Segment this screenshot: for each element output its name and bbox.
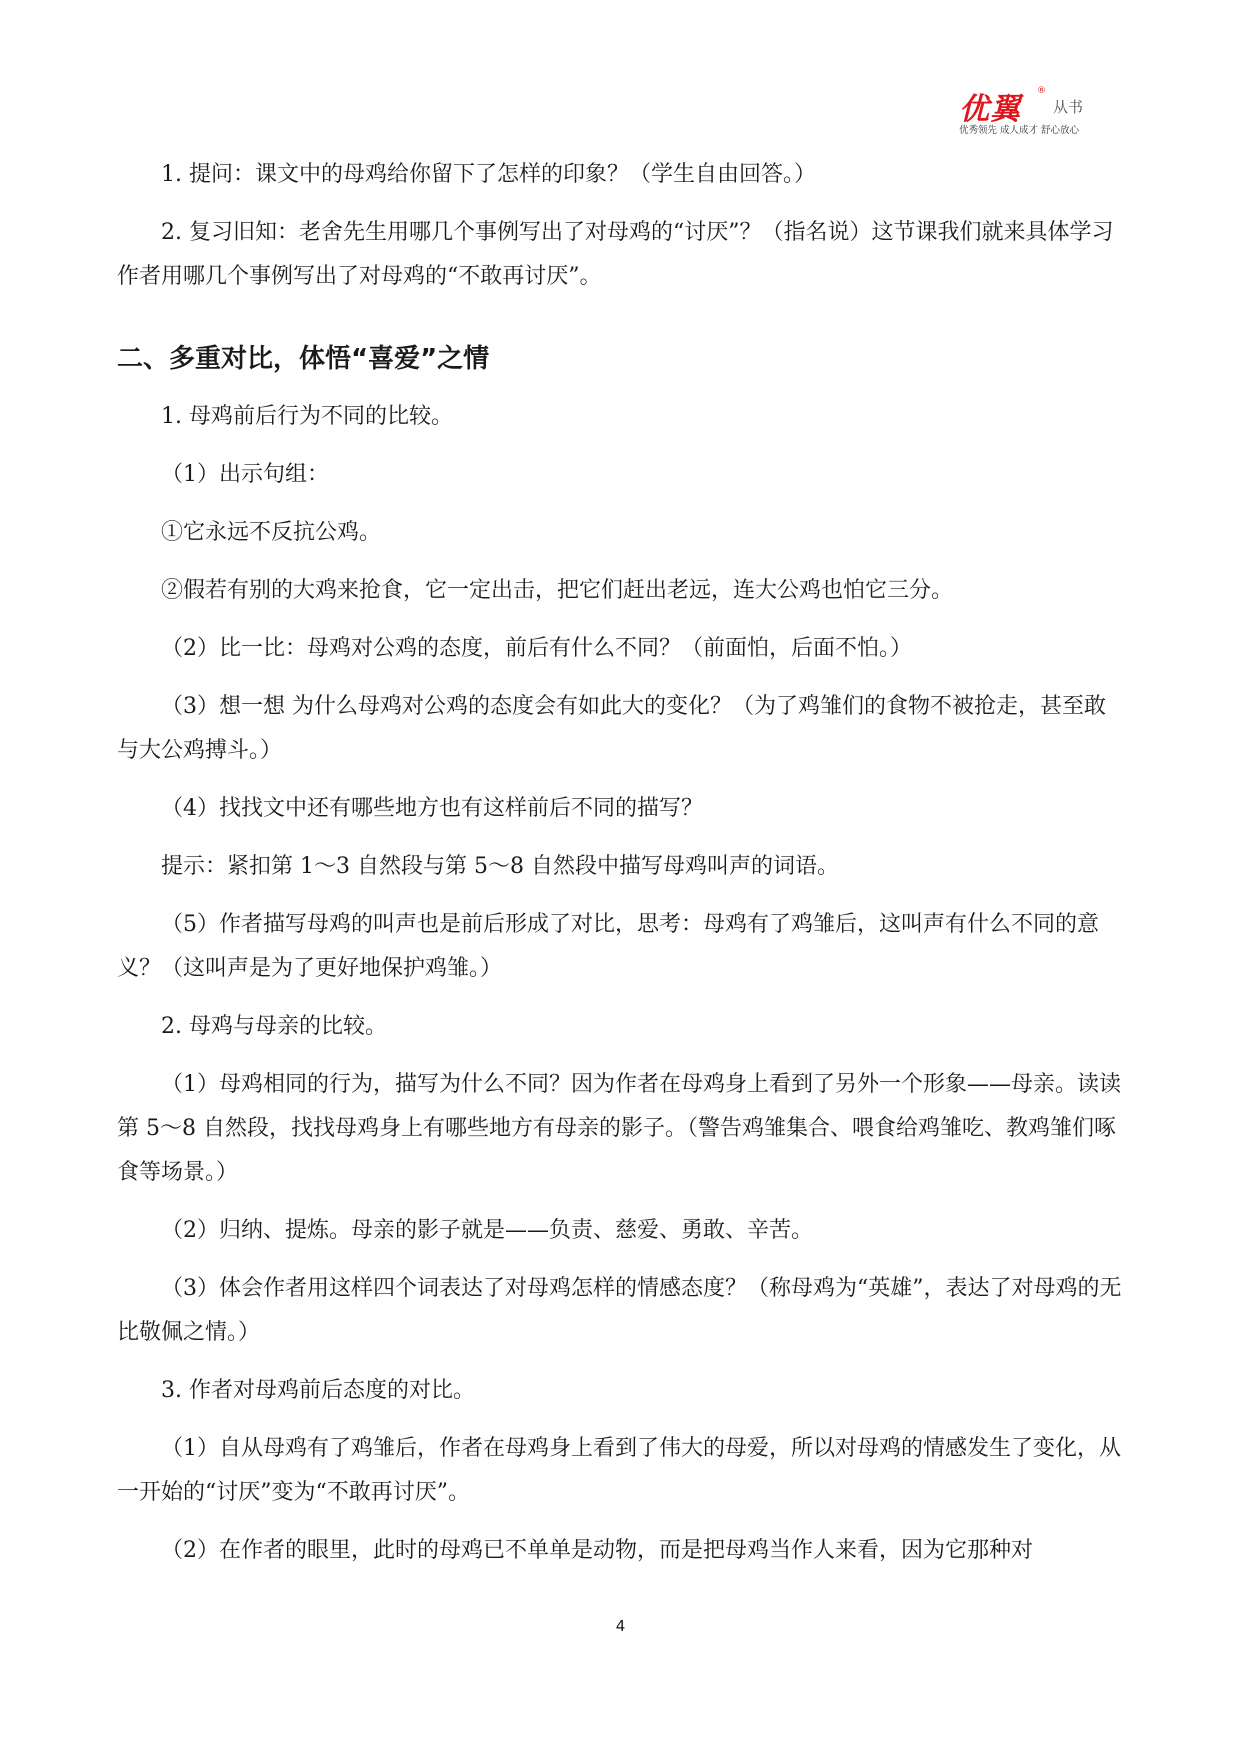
paragraph-2: 2. 复习旧知：老舍先生用哪几个事例写出了对母鸡的“讨厌”？（指名说）这节课我们就来具体学习作者用哪几个事例写出了对母鸡的“不敢再讨厌”。 [117,220,1114,289]
page-number: 4 [615,1617,626,1635]
logo-series-label: 从书 [1053,98,1084,116]
section-heading: 二、多重对比，体悟“喜爱”之情 [117,344,490,374]
paragraph-10: 提示：紧扣第 1～3 自然段与第 5～8 自然段中描写母鸡叫声的词语。 [161,854,839,879]
paragraph-7: （2）比一比：母鸡对公鸡的态度，前后有什么不同？（前面怕，后面不怕。） [161,636,912,661]
logo-text: 优翼 [959,92,1021,127]
paragraph-1: 1. 提问：课文中的母鸡给你留下了怎样的印象？（学生自由回答。） [161,162,816,187]
paragraph-17: （1）自从母鸡有了鸡雏后，作者在母鸡身上看到了伟大的母爱，所以对母鸡的情感发生了变化，从一开始的“讨厌”变为“不敢再讨厌”。 [117,1436,1122,1505]
paragraph-16: 3. 作者对母鸡前后态度的对比。 [161,1378,475,1403]
paragraph-12: 2. 母鸡与母亲的比较。 [161,1014,387,1039]
logo-registered-mark: ® [1037,86,1046,96]
page-content [117,153,1125,1573]
paragraph-3: 1. 母鸡前后行为不同的比较。 [161,404,453,429]
paragraph-14: （2）归纳、提炼。母亲的影子就是——负责、慈爱、勇敢、辛苦。 [161,1218,813,1243]
paragraph-15: （3）体会作者用这样四个词表达了对母鸡怎样的情感态度？（称母鸡为“英雄”，表达了对母鸡的无比敬佩之情。） [117,1276,1122,1345]
paragraph-5: ①它永远不反抗公鸡。 [161,520,382,545]
paragraph-11: （5）作者描写母鸡的叫声也是前后形成了对比，思考：母鸡有了鸡雏后，这叫声有什么不同的意义？（这叫声是为了更好地保护鸡雏。） [117,912,1100,981]
paragraph-4: （1）出示句组： [161,462,329,487]
paragraph-6: ②假若有别的大鸡来抢食，它一定出击，把它们赶出老远，连大公鸡也怕它三分。 [161,578,954,603]
brand-logo [959,84,1129,136]
logo-slogan: 优秀领先 成人成才 舒心放心 [959,125,1080,136]
paragraph-18: （2）在作者的眼里，此时的母鸡已不单单是动物，而是把母鸡当作人来看，因为它那种对 [161,1538,1034,1563]
paragraph-8: （3）想一想 为什么母鸡对公鸡的态度会有如此大的变化？（为了鸡雏们的食物不被抢走，甚至敢与大公鸡搏斗。） [117,694,1106,763]
paragraph-9: （4）找找文中还有哪些地方也有这样前后不同的描写？ [161,796,703,821]
paragraph-13: （1）母鸡相同的行为，描写为什么不同？因为作者在母鸡身上看到了另外一个形象——母亲。读读第 5～8 自然段，找找母鸡身上有哪些地方有母亲的影子。（警告鸡雏集合、喂食给鸡雏吃、教鸡雏们啄食等场景。） [117,1072,1122,1185]
